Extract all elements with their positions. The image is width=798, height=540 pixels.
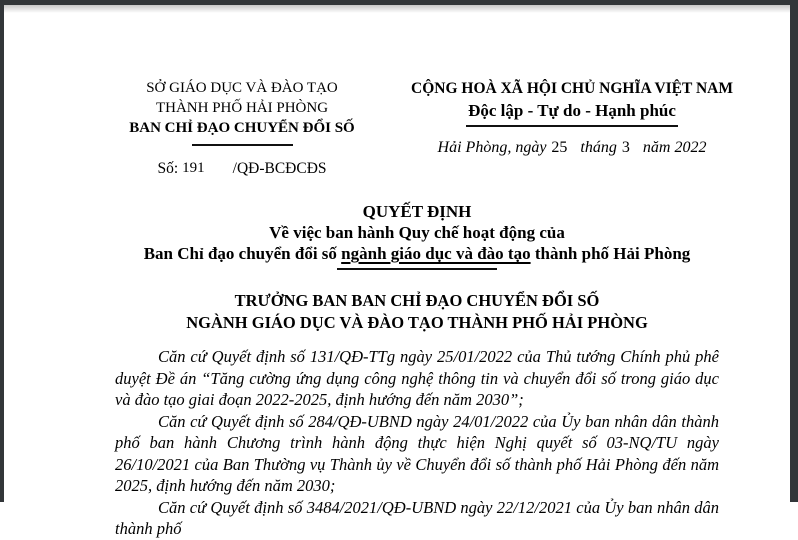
subtitle-2-suffix: thành phố Hải Phòng <box>530 244 691 263</box>
agency-separator-line <box>192 144 293 146</box>
authority-heading <box>115 290 719 334</box>
date-month: 3 <box>621 139 630 156</box>
date-year: 2022 <box>674 139 707 156</box>
agency-line-2: THÀNH PHỐ HẢI PHÒNG <box>155 100 329 116</box>
national-name: CỘNG HOÀ XÃ HỘI CHỦ NGHĨA VIỆT NAM <box>411 80 733 97</box>
document-header <box>4 78 790 180</box>
decision-title-block <box>115 201 719 270</box>
authority-line-1: TRƯỞNG BAN BAN CHỈ ĐẠO CHUYỂN ĐỔI SỐ <box>234 291 600 310</box>
subtitle-2-prefix: Ban Chỉ đạo chuyển đổi số <box>143 244 342 263</box>
body-paragraph: Căn cứ Quyết định số 131/QĐ-TTg ngày 25/01/2022 của Thủ tướng Chính phủ phê duyệt Đề án “Tăng cường ứng dụng công nghệ thông tin và chuyển đổi số trong giáo dục và đào tạo giai đoạn 2022-2025, định hướng đến năm 2030”; <box>115 347 719 409</box>
place-date-line <box>397 139 747 157</box>
agency-line-3: BAN CHỈ ĐẠO CHUYỂN ĐỔI SỐ <box>129 120 355 136</box>
document-number <box>101 158 383 180</box>
body-paragraph: Căn cứ Quyết định số 3484/2021/QĐ-UBND ngày 22/12/2021 của Ủy ban nhân dân thành phố <box>115 497 719 538</box>
date-month-label: tháng <box>580 139 617 156</box>
national-header-block <box>397 78 747 157</box>
document-page <box>4 5 790 538</box>
date-day: 25 <box>551 139 568 156</box>
document-number-suffix: /QĐ-BCĐCĐS <box>232 160 327 177</box>
document-number-value: 191 <box>182 160 205 176</box>
agency-line-1: SỞ GIÁO DỤC VÀ ĐÀO TẠO <box>146 80 338 96</box>
document-body-column <box>115 201 719 540</box>
date-year-label: năm <box>642 139 671 156</box>
legal-basis-paragraphs <box>115 346 719 540</box>
national-motto: Độc lập - Tự do - Hạnh phúc <box>468 101 676 120</box>
decision-title: QUYẾT ĐỊNH <box>362 202 472 221</box>
subtitle-2-underlined: ngành giáo dục và đào tạo <box>341 244 531 263</box>
issuing-agency-block <box>101 78 383 180</box>
decision-subtitle-1: Về việc ban hành Quy chế hoạt động của <box>269 223 565 242</box>
date-place: Hải Phòng, ngày <box>437 139 547 156</box>
authority-line-2: NGÀNH GIÁO DỤC VÀ ĐÀO TẠO THÀNH PHỐ HẢI PHÒNG <box>186 313 648 332</box>
document-number-prefix: Số: <box>157 160 179 177</box>
motto-separator-line <box>466 125 678 127</box>
body-paragraph: Căn cứ Quyết định số 284/QĐ-UBND ngày 24/01/2022 của Ủy ban nhân dân thành phố ban hành Chương trình hành động thực hiện Nghị quyết số 03-NQ/TU ngày 26/10/2021 của Ban Thường vụ Thành ủy về Chuyển đổi số thành phố Hải Phòng đến năm 2025, định hướng đến năm 2030; <box>115 411 719 495</box>
title-separator-line <box>337 268 497 270</box>
decision-subtitle-2 <box>115 243 719 264</box>
